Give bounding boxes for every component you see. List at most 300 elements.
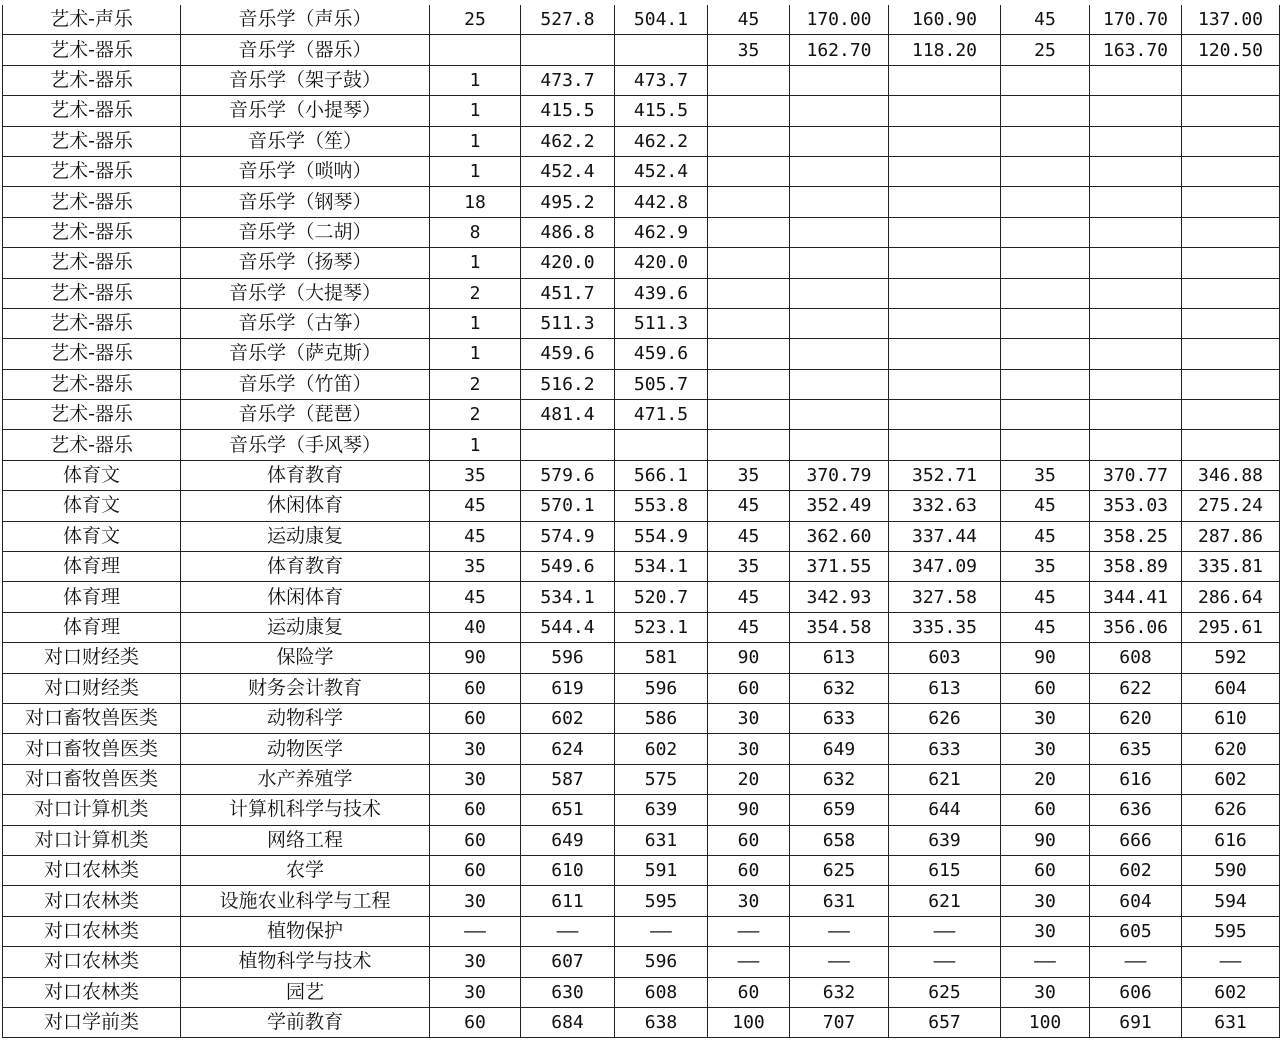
table-row (3, 977, 1280, 1007)
value-cell (790, 308, 889, 338)
value-cell: 18 (430, 187, 521, 217)
value-cell: 1 (430, 126, 521, 156)
value-cell: 606 (1090, 977, 1182, 1007)
value-cell (1001, 96, 1090, 126)
value-cell: 486.8 (521, 217, 615, 247)
major-cell: 音乐学（架子鼓） (181, 65, 430, 95)
value-cell (708, 339, 790, 369)
table-row (3, 126, 1280, 156)
value-cell: 45 (708, 582, 790, 612)
category-cell: 艺术-器乐 (3, 278, 181, 308)
value-cell: 639 (889, 825, 1001, 855)
value-cell: 439.6 (615, 278, 708, 308)
value-cell: 553.8 (615, 491, 708, 521)
table-row (3, 1007, 1280, 1037)
value-cell: 625 (889, 977, 1001, 1007)
value-cell: 649 (790, 734, 889, 764)
major-cell: 休闲体育 (181, 491, 430, 521)
table-row (3, 582, 1280, 612)
value-cell: 602 (1182, 977, 1280, 1007)
value-cell (1001, 430, 1090, 460)
value-cell: 60 (430, 673, 521, 703)
value-cell (1182, 400, 1280, 430)
value-cell: 90 (708, 643, 790, 673)
category-cell: 艺术-器乐 (3, 187, 181, 217)
table-row (3, 35, 1280, 65)
value-cell: 610 (1182, 703, 1280, 733)
value-cell: 1 (430, 430, 521, 460)
value-cell: 473.7 (521, 65, 615, 95)
value-cell: 30 (1001, 977, 1090, 1007)
value-cell: 30 (430, 886, 521, 916)
value-cell: 594 (1182, 886, 1280, 916)
table-row (3, 673, 1280, 703)
value-cell: 442.8 (615, 187, 708, 217)
value-cell (889, 126, 1001, 156)
value-cell: 45 (1001, 5, 1090, 35)
value-cell: 342.93 (790, 582, 889, 612)
value-cell: 30 (1001, 734, 1090, 764)
value-cell: 420.0 (521, 248, 615, 278)
category-cell: 对口畜牧兽医类 (3, 703, 181, 733)
value-cell: 45 (708, 491, 790, 521)
value-cell: 35 (708, 460, 790, 490)
major-cell: 植物科学与技术 (181, 947, 430, 977)
value-cell: 620 (1090, 703, 1182, 733)
value-cell: 523.1 (615, 612, 708, 642)
value-cell (708, 369, 790, 399)
value-cell: 657 (889, 1007, 1001, 1037)
major-cell: 音乐学（器乐） (181, 35, 430, 65)
value-cell (708, 217, 790, 247)
value-cell (889, 339, 1001, 369)
value-cell (889, 430, 1001, 460)
value-cell: 45 (1001, 612, 1090, 642)
major-cell: 计算机科学与技术 (181, 795, 430, 825)
value-cell: 415.5 (615, 96, 708, 126)
value-cell: 1 (430, 248, 521, 278)
category-cell: 对口农林类 (3, 916, 181, 946)
value-cell: —— (521, 916, 615, 946)
value-cell: 534.1 (615, 552, 708, 582)
value-cell: 452.4 (521, 156, 615, 186)
value-cell: 638 (615, 1007, 708, 1037)
table-body (3, 5, 1280, 1038)
value-cell: 1 (430, 65, 521, 95)
value-cell: 636 (1090, 795, 1182, 825)
value-cell: 1 (430, 96, 521, 126)
major-cell: 音乐学（小提琴） (181, 96, 430, 126)
value-cell: 2 (430, 278, 521, 308)
value-cell: 90 (1001, 825, 1090, 855)
value-cell: 40 (430, 612, 521, 642)
value-cell: 295.61 (1182, 612, 1280, 642)
value-cell: 604 (1182, 673, 1280, 703)
value-cell: 495.2 (521, 187, 615, 217)
value-cell: 60 (708, 825, 790, 855)
value-cell: 354.58 (790, 612, 889, 642)
value-cell: —— (615, 916, 708, 946)
value-cell: 635 (1090, 734, 1182, 764)
major-cell: 音乐学（古筝） (181, 308, 430, 338)
value-cell: 60 (430, 825, 521, 855)
category-cell: 艺术-器乐 (3, 248, 181, 278)
value-cell (790, 278, 889, 308)
value-cell: 344.41 (1090, 582, 1182, 612)
value-cell: 549.6 (521, 552, 615, 582)
value-cell: 516.2 (521, 369, 615, 399)
category-cell: 对口农林类 (3, 855, 181, 885)
category-cell: 对口学前类 (3, 1007, 181, 1037)
value-cell (790, 217, 889, 247)
category-cell: 艺术-器乐 (3, 308, 181, 338)
value-cell (889, 248, 1001, 278)
value-cell (889, 400, 1001, 430)
value-cell (708, 65, 790, 95)
value-cell (708, 187, 790, 217)
value-cell: —— (790, 916, 889, 946)
table-row (3, 612, 1280, 642)
value-cell: —— (889, 947, 1001, 977)
value-cell: 30 (708, 886, 790, 916)
category-cell: 艺术-器乐 (3, 126, 181, 156)
value-cell (889, 96, 1001, 126)
value-cell: 30 (430, 977, 521, 1007)
value-cell: 60 (430, 703, 521, 733)
value-cell: 622 (1090, 673, 1182, 703)
value-cell (1182, 248, 1280, 278)
table-row (3, 521, 1280, 551)
category-cell: 艺术-器乐 (3, 400, 181, 430)
value-cell: 90 (430, 643, 521, 673)
value-cell: 420.0 (615, 248, 708, 278)
value-cell: 649 (521, 825, 615, 855)
value-cell: 137.00 (1182, 5, 1280, 35)
value-cell: 581 (615, 643, 708, 673)
category-cell: 体育文 (3, 521, 181, 551)
value-cell (1090, 96, 1182, 126)
value-cell: 35 (430, 460, 521, 490)
value-cell: 504.1 (615, 5, 708, 35)
category-cell: 艺术-器乐 (3, 430, 181, 460)
value-cell: 633 (790, 703, 889, 733)
value-cell: 346.88 (1182, 460, 1280, 490)
value-cell: 586 (615, 703, 708, 733)
value-cell (521, 430, 615, 460)
value-cell: 60 (1001, 855, 1090, 885)
value-cell: 620 (1182, 734, 1280, 764)
value-cell: 691 (1090, 1007, 1182, 1037)
value-cell: 602 (1182, 764, 1280, 794)
value-cell (889, 308, 1001, 338)
value-cell: 632 (790, 977, 889, 1007)
value-cell: 60 (708, 855, 790, 885)
value-cell (615, 430, 708, 460)
value-cell: 603 (889, 643, 1001, 673)
value-cell: 45 (430, 521, 521, 551)
value-cell: 644 (889, 795, 1001, 825)
table-row (3, 947, 1280, 977)
value-cell: 90 (708, 795, 790, 825)
value-cell: 415.5 (521, 96, 615, 126)
value-cell: 332.63 (889, 491, 1001, 521)
category-cell: 艺术-器乐 (3, 339, 181, 369)
value-cell (889, 217, 1001, 247)
value-cell: 20 (1001, 764, 1090, 794)
value-cell: 613 (790, 643, 889, 673)
table-row (3, 400, 1280, 430)
value-cell (708, 96, 790, 126)
value-cell: 163.70 (1090, 35, 1182, 65)
value-cell: 452.4 (615, 156, 708, 186)
value-cell (790, 156, 889, 186)
value-cell: 631 (1182, 1007, 1280, 1037)
value-cell: —— (889, 916, 1001, 946)
major-cell: 学前教育 (181, 1007, 430, 1037)
value-cell: 35 (708, 35, 790, 65)
major-cell: 音乐学（声乐） (181, 5, 430, 35)
major-cell: 体育教育 (181, 460, 430, 490)
table-row (3, 248, 1280, 278)
value-cell: 602 (521, 703, 615, 733)
value-cell: 604 (1090, 886, 1182, 916)
value-cell: 631 (790, 886, 889, 916)
value-cell: 666 (1090, 825, 1182, 855)
value-cell (1001, 369, 1090, 399)
value-cell: 30 (1001, 703, 1090, 733)
value-cell (615, 35, 708, 65)
value-cell: 659 (790, 795, 889, 825)
table-row (3, 734, 1280, 764)
category-cell: 体育文 (3, 491, 181, 521)
value-cell: 451.7 (521, 278, 615, 308)
category-cell: 对口财经类 (3, 643, 181, 673)
value-cell: 624 (521, 734, 615, 764)
value-cell: —— (1182, 947, 1280, 977)
table-row (3, 65, 1280, 95)
value-cell (1182, 96, 1280, 126)
major-cell: 运动康复 (181, 521, 430, 551)
value-cell (1090, 126, 1182, 156)
value-cell: 45 (1001, 582, 1090, 612)
value-cell (1182, 339, 1280, 369)
category-cell: 对口畜牧兽医类 (3, 734, 181, 764)
value-cell: 335.81 (1182, 552, 1280, 582)
value-cell: 358.89 (1090, 552, 1182, 582)
table-row (3, 643, 1280, 673)
category-cell: 对口计算机类 (3, 825, 181, 855)
major-cell: 音乐学（钢琴） (181, 187, 430, 217)
value-cell (889, 156, 1001, 186)
value-cell: 639 (615, 795, 708, 825)
value-cell: 610 (521, 855, 615, 885)
value-cell: 35 (430, 552, 521, 582)
value-cell: 592 (1182, 643, 1280, 673)
value-cell (1182, 65, 1280, 95)
value-cell: 352.49 (790, 491, 889, 521)
value-cell (1001, 187, 1090, 217)
value-cell: 287.86 (1182, 521, 1280, 551)
value-cell (1090, 187, 1182, 217)
value-cell (521, 35, 615, 65)
value-cell (1001, 65, 1090, 95)
table-row (3, 96, 1280, 126)
value-cell: 362.60 (790, 521, 889, 551)
value-cell (1001, 400, 1090, 430)
value-cell: 60 (430, 795, 521, 825)
major-cell: 动物科学 (181, 703, 430, 733)
value-cell (1090, 369, 1182, 399)
value-cell (790, 369, 889, 399)
value-cell (1090, 400, 1182, 430)
value-cell: 30 (430, 764, 521, 794)
table-row (3, 308, 1280, 338)
value-cell: 1 (430, 308, 521, 338)
category-cell: 体育理 (3, 582, 181, 612)
value-cell: 608 (615, 977, 708, 1007)
value-cell (1090, 308, 1182, 338)
value-cell: 20 (708, 764, 790, 794)
value-cell (1182, 187, 1280, 217)
major-cell: 音乐学（琵琶） (181, 400, 430, 430)
value-cell (708, 400, 790, 430)
value-cell: 45 (430, 491, 521, 521)
value-cell: 35 (708, 552, 790, 582)
value-cell: 459.6 (615, 339, 708, 369)
value-cell: 353.03 (1090, 491, 1182, 521)
value-cell: 684 (521, 1007, 615, 1037)
value-cell: 30 (708, 703, 790, 733)
value-cell: 602 (1090, 855, 1182, 885)
value-cell: 352.71 (889, 460, 1001, 490)
value-cell (708, 248, 790, 278)
value-cell: 335.35 (889, 612, 1001, 642)
major-cell: 运动康复 (181, 612, 430, 642)
table-row (3, 825, 1280, 855)
category-cell: 对口农林类 (3, 947, 181, 977)
value-cell: 481.4 (521, 400, 615, 430)
value-cell: 595 (1182, 916, 1280, 946)
category-cell: 艺术-器乐 (3, 35, 181, 65)
value-cell: 170.00 (790, 5, 889, 35)
value-cell (1001, 308, 1090, 338)
table-row (3, 795, 1280, 825)
value-cell: 658 (790, 825, 889, 855)
value-cell (790, 126, 889, 156)
major-cell: 休闲体育 (181, 582, 430, 612)
value-cell: 625 (790, 855, 889, 885)
value-cell: 621 (889, 764, 1001, 794)
value-cell: 45 (708, 521, 790, 551)
value-cell: 591 (615, 855, 708, 885)
value-cell: 60 (708, 673, 790, 703)
value-cell: 60 (1001, 795, 1090, 825)
value-cell: 45 (430, 582, 521, 612)
value-cell (1182, 308, 1280, 338)
category-cell: 体育文 (3, 460, 181, 490)
value-cell (1001, 339, 1090, 369)
value-cell: 608 (1090, 643, 1182, 673)
major-cell: 音乐学（竹笛） (181, 369, 430, 399)
major-cell: 农学 (181, 855, 430, 885)
value-cell: 616 (1182, 825, 1280, 855)
value-cell: 459.6 (521, 339, 615, 369)
value-cell: 60 (708, 977, 790, 1007)
value-cell: 286.64 (1182, 582, 1280, 612)
value-cell: 587 (521, 764, 615, 794)
value-cell (790, 400, 889, 430)
table-row (3, 369, 1280, 399)
value-cell: 8 (430, 217, 521, 247)
value-cell: 707 (790, 1007, 889, 1037)
value-cell (790, 339, 889, 369)
major-cell: 音乐学（笙） (181, 126, 430, 156)
table-row (3, 886, 1280, 916)
value-cell: 590 (1182, 855, 1280, 885)
value-cell: 505.7 (615, 369, 708, 399)
score-table (2, 5, 1280, 1038)
value-cell: 632 (790, 673, 889, 703)
value-cell: 2 (430, 369, 521, 399)
major-cell: 音乐学（萨克斯） (181, 339, 430, 369)
value-cell (1090, 65, 1182, 95)
value-cell: 30 (1001, 886, 1090, 916)
value-cell: 45 (708, 612, 790, 642)
major-cell: 音乐学（扬琴） (181, 248, 430, 278)
major-cell: 保险学 (181, 643, 430, 673)
table-row (3, 339, 1280, 369)
value-cell (708, 156, 790, 186)
value-cell: 35 (1001, 460, 1090, 490)
value-cell: 575 (615, 764, 708, 794)
value-cell: 370.77 (1090, 460, 1182, 490)
value-cell (790, 430, 889, 460)
value-cell (1182, 156, 1280, 186)
value-cell: 626 (889, 703, 1001, 733)
category-cell: 艺术-器乐 (3, 217, 181, 247)
value-cell (1090, 156, 1182, 186)
table-row (3, 278, 1280, 308)
category-cell: 对口农林类 (3, 977, 181, 1007)
value-cell: 554.9 (615, 521, 708, 551)
major-cell: 园艺 (181, 977, 430, 1007)
value-cell (1001, 217, 1090, 247)
value-cell: 596 (615, 947, 708, 977)
value-cell: 527.8 (521, 5, 615, 35)
value-cell: 25 (1001, 35, 1090, 65)
value-cell: 596 (615, 673, 708, 703)
table-row (3, 703, 1280, 733)
value-cell (708, 308, 790, 338)
value-cell: 626 (1182, 795, 1280, 825)
value-cell: 574.9 (521, 521, 615, 551)
value-cell: 2 (430, 400, 521, 430)
value-cell: 632 (790, 764, 889, 794)
value-cell (1001, 126, 1090, 156)
value-cell (1090, 217, 1182, 247)
value-cell: 347.09 (889, 552, 1001, 582)
value-cell: 520.7 (615, 582, 708, 612)
value-cell (1090, 248, 1182, 278)
value-cell: 25 (430, 5, 521, 35)
value-cell: 275.24 (1182, 491, 1280, 521)
value-cell: 462.2 (521, 126, 615, 156)
value-cell: 1 (430, 156, 521, 186)
major-cell: 体育教育 (181, 552, 430, 582)
value-cell: 30 (430, 734, 521, 764)
category-cell: 体育理 (3, 612, 181, 642)
value-cell: 615 (889, 855, 1001, 885)
